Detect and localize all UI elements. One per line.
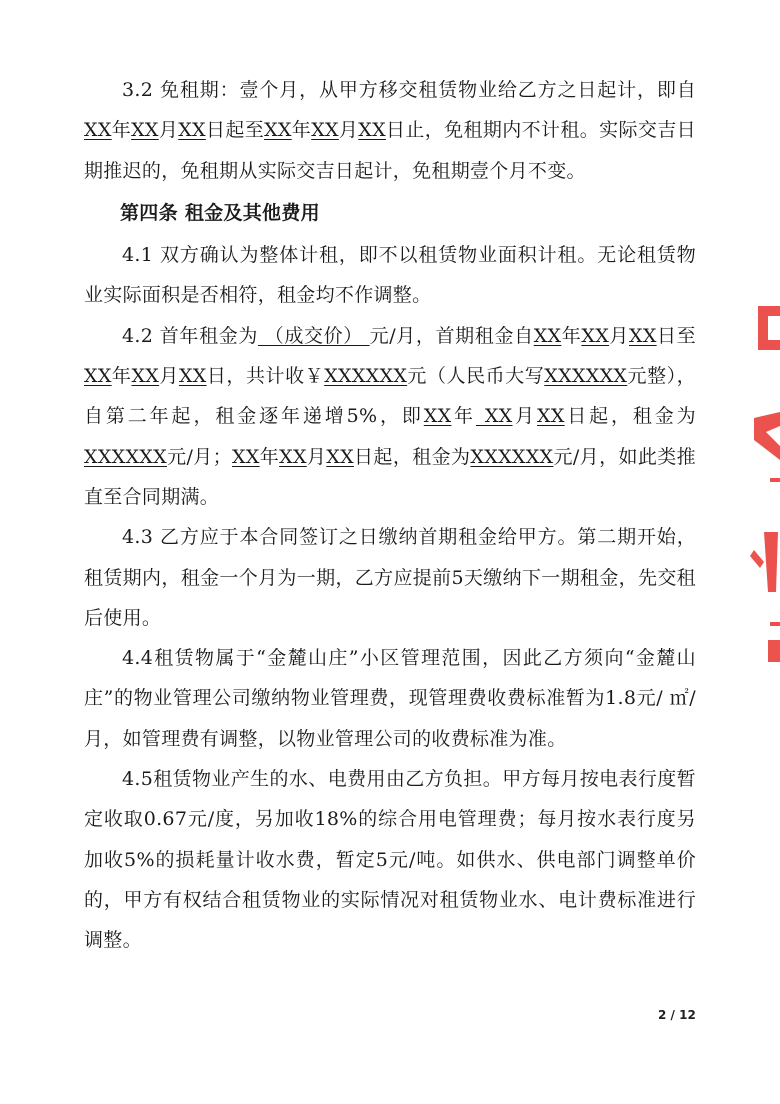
- text-run: 日起，租金为: [353, 445, 471, 468]
- text-run: 元整），自第二年起，租金逐年递增5%，即: [84, 365, 696, 428]
- blank-field: XXXXXX: [544, 365, 628, 388]
- page-number: 2 / 12: [658, 1008, 696, 1022]
- blank-field: XX: [131, 365, 160, 388]
- blank-field: XX: [326, 445, 354, 468]
- blank-field: XX: [581, 324, 610, 347]
- text-run: 月: [306, 445, 327, 468]
- clause-paragraph: [84, 517, 696, 638]
- document-body: [84, 70, 696, 961]
- blank-field: XX: [264, 119, 292, 142]
- text-run: 元/月；: [166, 445, 232, 468]
- blank-field: XX: [279, 445, 307, 468]
- blank-field: XXXXXX: [324, 365, 408, 388]
- text-run: 4.5租赁物业产生的水、电费用由乙方负担。甲方每月按电表行度暂定收取0.67元/度，另加收18%的综合用电管理费；每月按水表行度另加收5%的损耗量计收水费，暂定5元/吨。如供水、供电部门调整单价的，甲方有权结合租赁物业的实际情况对租赁物业水、电计费标准进行调整。: [84, 768, 696, 952]
- blank-field: XX: [475, 405, 513, 428]
- text-run: 4.3 乙方应于本合同签订之日缴纳首期租金给甲方。第二期开始，租赁期内，租金一个月为一期，乙方应提前5天缴纳下一期租金，先交租后使用。: [84, 526, 696, 629]
- text-run: 日起，租金为: [564, 405, 696, 428]
- blank-field: XX: [84, 365, 112, 388]
- text-run: 日起至: [205, 119, 265, 142]
- blank-field: XX: [533, 324, 562, 347]
- blank-field: XX: [84, 119, 112, 142]
- text-run: 日止，免租期内不计租。实际交吉日期推迟的，免租期从实际交吉日起计，免租期壹个月不变。: [84, 119, 696, 182]
- blank-field: XX: [423, 405, 452, 428]
- text-run: 4.4租赁物属于“金麓山庄”小区管理范围，因此乙方须向“金麓山庄”的物业管理公司缴纳物业管理费，现管理费收费标准暂为1.8元/ ㎡/月，如管理费有调整，以物业管理公司的收费标准为准。: [84, 647, 696, 750]
- text-run: 日至: [656, 324, 696, 347]
- blank-field: XX: [131, 119, 159, 142]
- text-run: 4.1 双方确认为整体计租，即不以租赁物业面积计租。无论租赁物业实际面积是否相符，租金均不作调整。: [84, 244, 696, 307]
- text-run: 年: [259, 445, 280, 468]
- clause-paragraph: [84, 638, 696, 759]
- text-run: 月: [512, 405, 537, 428]
- text-run: 年: [111, 365, 132, 388]
- text-run: 3.2 免租期：壹个月，从甲方移交租赁物业给乙方之日起计，即自: [122, 79, 696, 101]
- text-run: 4.2 首年租金为: [122, 324, 258, 347]
- clause-paragraph: [84, 759, 696, 960]
- blank-field: XX: [629, 324, 657, 347]
- blank-field: XX: [311, 119, 339, 142]
- blank-field: XXXXXX: [470, 445, 554, 468]
- text-run: 月: [159, 365, 179, 388]
- text-run: 元（人民币大写: [407, 365, 545, 388]
- section-heading: [84, 193, 696, 233]
- red-seal-stamp: [744, 300, 780, 670]
- blank-field: XX: [358, 119, 386, 142]
- text-run: 第四条 租金及其他费用: [120, 201, 320, 224]
- blank-field: XX: [231, 445, 260, 468]
- blank-field: XX: [537, 405, 565, 428]
- blank-field: XXXXXX: [84, 445, 167, 468]
- text-run: 日，共计收￥: [206, 365, 325, 388]
- text-run: 元/月，首期租金自: [369, 324, 534, 347]
- text-run: 元/月，如此类推直至合同期满。: [84, 445, 696, 508]
- text-run: 月: [338, 119, 359, 142]
- blank-field: XX: [178, 365, 207, 388]
- clause-paragraph: [84, 70, 696, 191]
- text-run: 年: [111, 119, 132, 142]
- text-run: 月: [158, 119, 179, 142]
- clause-paragraph: [84, 235, 696, 316]
- clause-paragraph: [84, 316, 696, 517]
- text-run: 年: [291, 119, 312, 142]
- blank-field: XX: [178, 119, 206, 142]
- text-run: 年: [561, 324, 582, 347]
- blank-field: （成交价）: [258, 324, 370, 347]
- text-run: 年: [451, 405, 476, 428]
- text-run: 月: [609, 324, 630, 347]
